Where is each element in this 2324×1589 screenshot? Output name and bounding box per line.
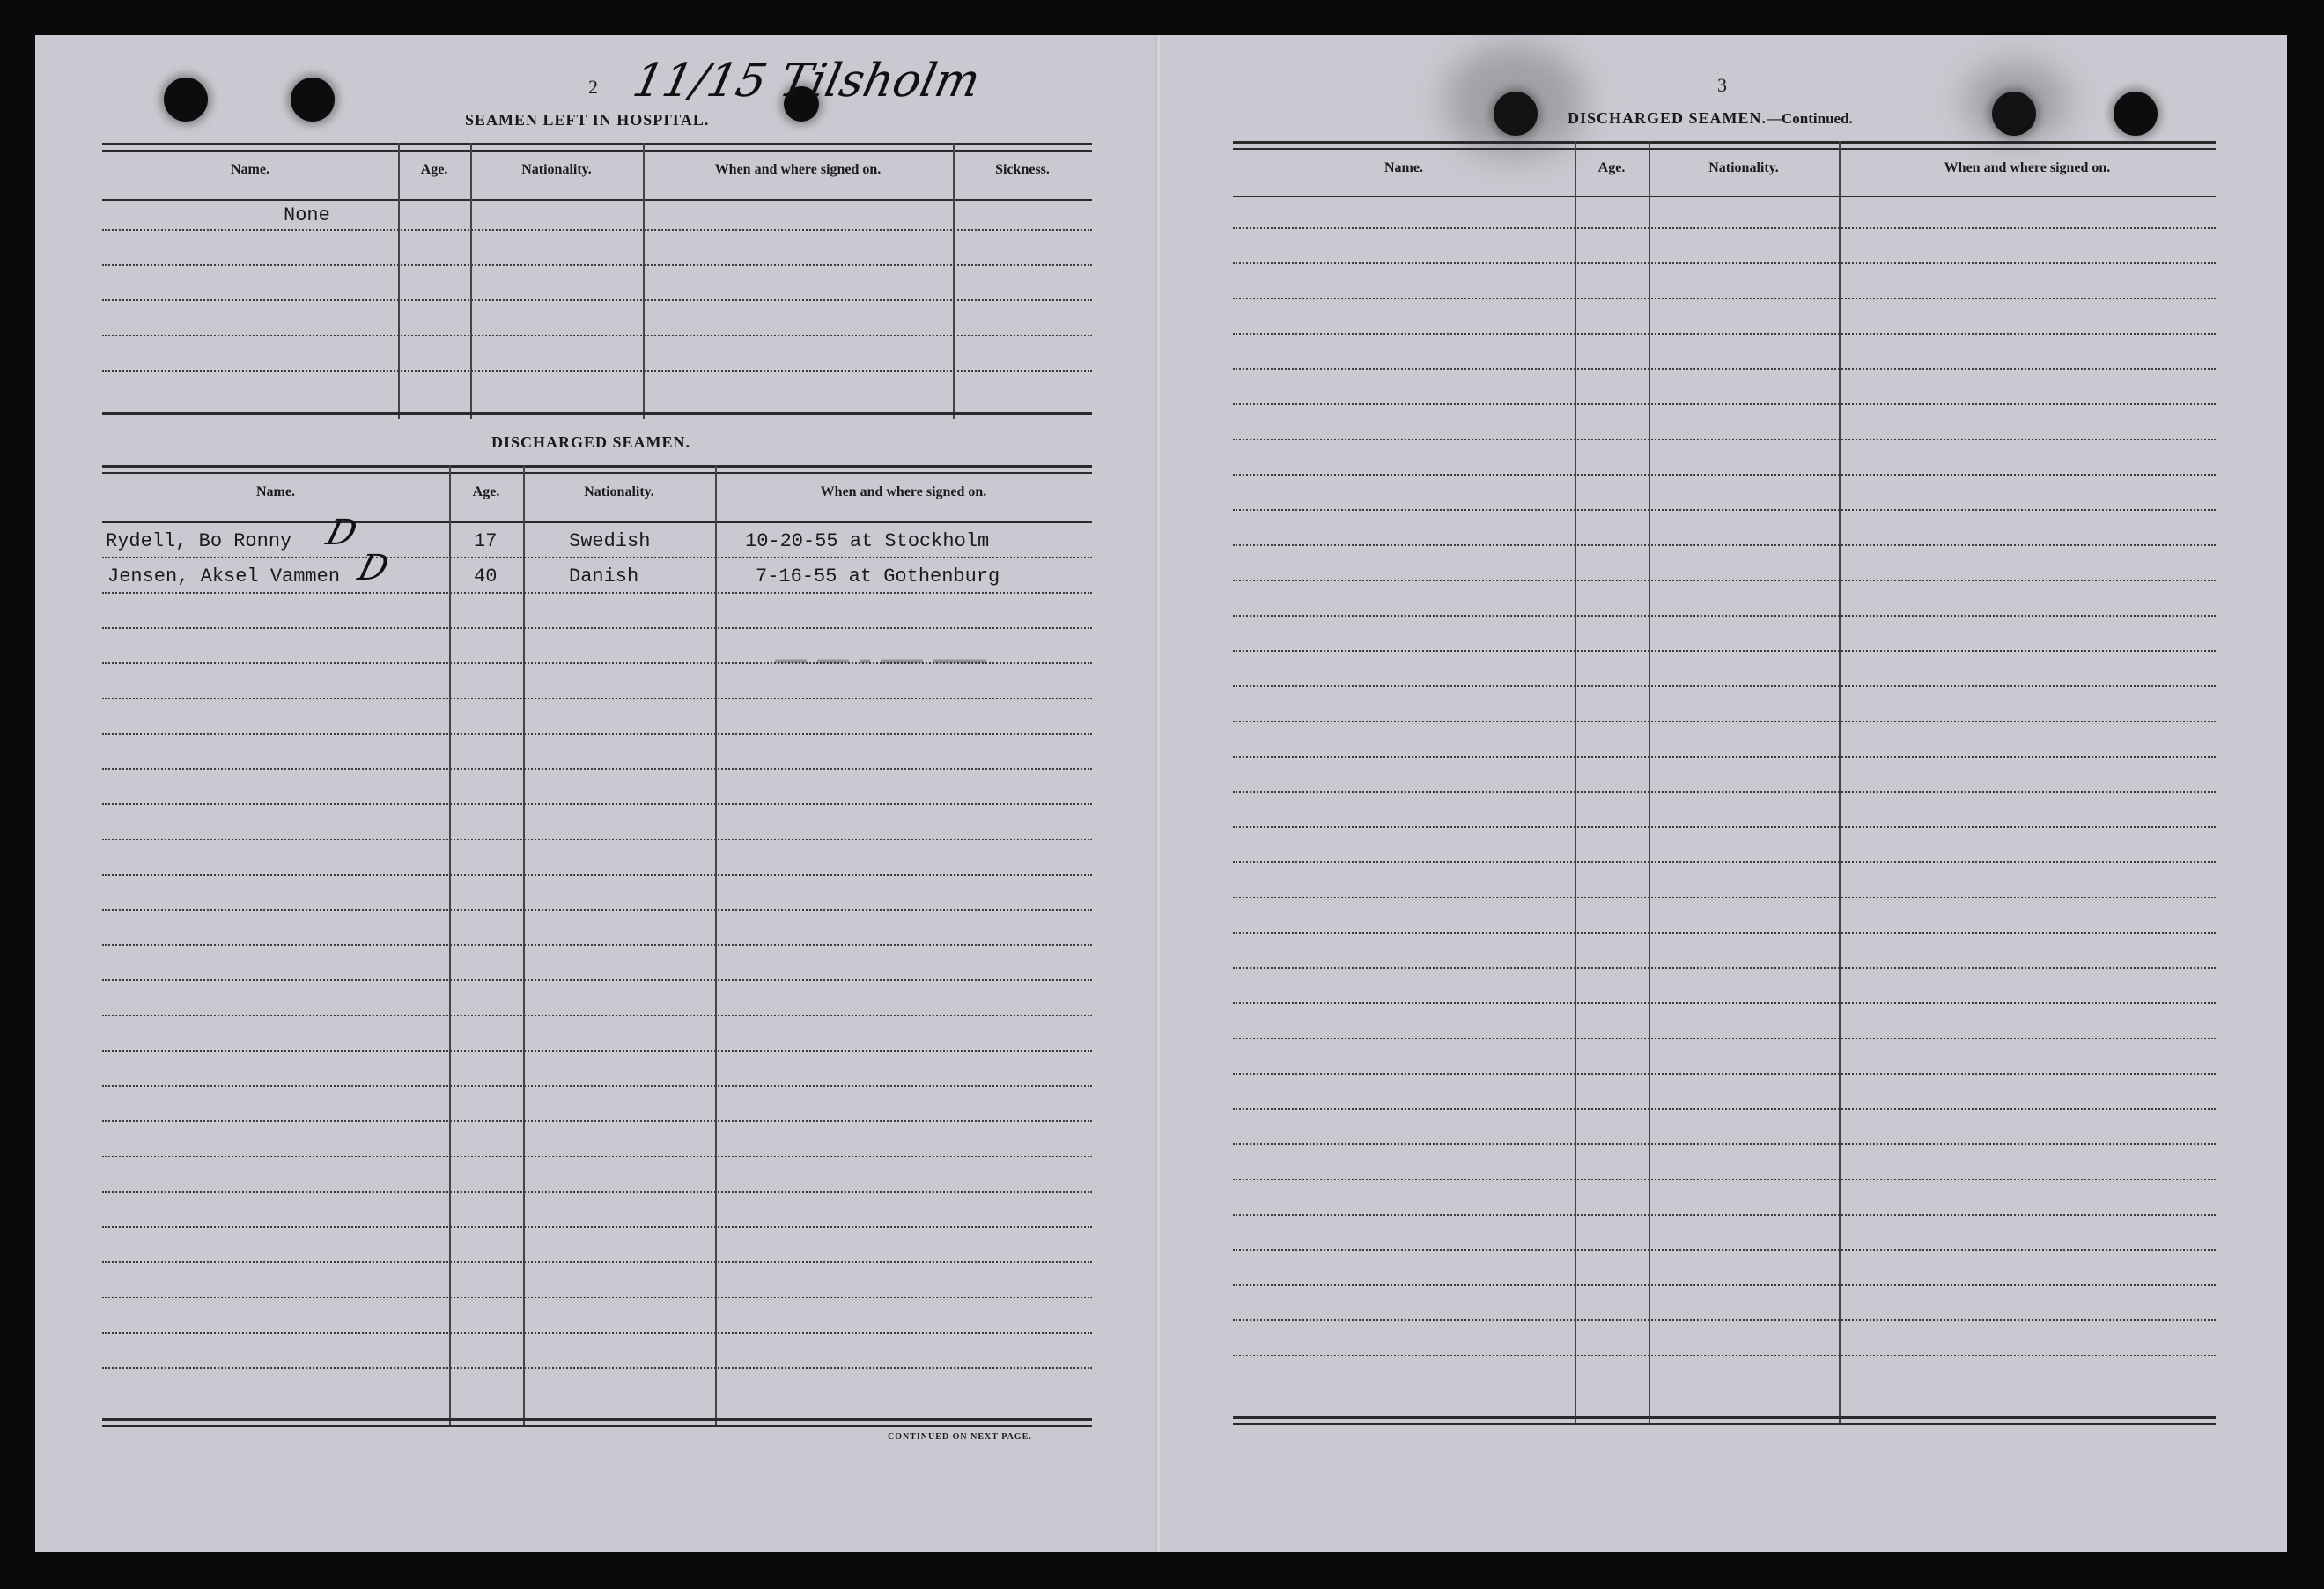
discharged-continued-title	[1568, 109, 1853, 128]
row-line	[1233, 474, 2216, 476]
row-line	[1233, 1179, 2216, 1180]
row-line	[1233, 1002, 2216, 1004]
col-header-name: Name.	[256, 484, 295, 499]
col-header-nationality: Nationality.	[584, 484, 654, 499]
row-line	[1233, 1073, 2216, 1075]
table-top-rule	[1233, 141, 2216, 144]
bleed-through-text: ▬▬▬ ▬▬▬ ▬ ▬▬▬▬ ▬▬▬▬▬	[775, 650, 987, 670]
row-line	[1233, 1249, 2216, 1251]
discharged-section-title: DISCHARGED SEAMEN.	[491, 433, 691, 451]
row-line	[1233, 333, 2216, 335]
row-line	[1233, 1284, 2216, 1286]
seaman-name: Rydell, Bo Ronny	[106, 530, 292, 552]
col-header-sickness: Sickness.	[995, 162, 1050, 177]
row-line	[1233, 439, 2216, 440]
row-line	[1233, 826, 2216, 828]
row-line	[1233, 1214, 2216, 1216]
row-line	[1233, 932, 2216, 934]
row-line	[1233, 509, 2216, 511]
col-header-age: Age.	[1597, 160, 1626, 175]
col-header-name: Name.	[1384, 160, 1423, 175]
table-top-rule	[1233, 148, 2216, 150]
row-line	[1233, 615, 2216, 617]
seaman-nationality: Swedish	[569, 530, 651, 552]
seaman-age: 17	[474, 530, 498, 552]
title-text: DISCHARGED SEAMEN.	[1568, 109, 1767, 127]
col-header-signed-on: When and where signed on.	[1944, 160, 2111, 175]
row-line	[1233, 262, 2216, 264]
table-bottom-rule	[1233, 1416, 2216, 1419]
col-header-nationality: Nationality.	[521, 162, 592, 177]
row-line	[1233, 403, 2216, 405]
row-line	[1233, 544, 2216, 546]
discharged-continued-table	[1233, 141, 2216, 1423]
hospital-section-title: SEAMEN LEFT IN HOSPITAL.	[465, 111, 710, 129]
row-line	[1233, 1319, 2216, 1321]
discharge-mark: D	[321, 513, 362, 553]
row-line	[1233, 1038, 2216, 1039]
col-header-nationality: Nationality.	[1708, 160, 1779, 175]
row-line	[1233, 967, 2216, 969]
seaman-age: 40	[474, 565, 498, 588]
continued-footer: CONTINUED ON NEXT PAGE.	[888, 1432, 1032, 1442]
row-line	[1233, 861, 2216, 863]
seaman-signed-on: 10-20-55 at Stockholm	[745, 530, 990, 552]
header-rule	[1233, 196, 2216, 197]
row-line	[1233, 368, 2216, 370]
row-line	[1233, 756, 2216, 758]
col-header-signed-on: When and where signed on.	[820, 484, 987, 499]
row-line	[1233, 1355, 2216, 1356]
row-line	[1233, 721, 2216, 722]
row-line	[1233, 1143, 2216, 1145]
row-line	[1233, 298, 2216, 299]
row-line	[1233, 227, 2216, 229]
row-line	[1233, 685, 2216, 687]
col-header-name: Name.	[231, 162, 269, 177]
handwritten-note: 11/15 Tilsholm	[628, 55, 985, 107]
row-line	[1233, 580, 2216, 581]
page-number: 2	[588, 76, 598, 98]
seaman-nationality: Danish	[569, 565, 639, 588]
col-header-signed-on: When and where signed on.	[714, 162, 882, 177]
row-line	[1233, 650, 2216, 652]
page-number: 3	[1717, 74, 1727, 96]
hospital-row-name: None	[284, 204, 330, 226]
seaman-signed-on: 7-16-55 at Gothenburg	[756, 565, 1000, 588]
seaman-name: Jensen, Aksel Vammen	[107, 565, 341, 588]
title-suffix: —Continued.	[1767, 110, 1853, 127]
row-line	[1233, 1108, 2216, 1110]
table-bottom-rule	[1233, 1423, 2216, 1425]
row-line	[1233, 791, 2216, 793]
col-header-age: Age.	[420, 162, 448, 177]
col-header-age: Age.	[472, 484, 500, 499]
row-line	[1233, 897, 2216, 898]
discharge-mark: D	[353, 548, 394, 588]
